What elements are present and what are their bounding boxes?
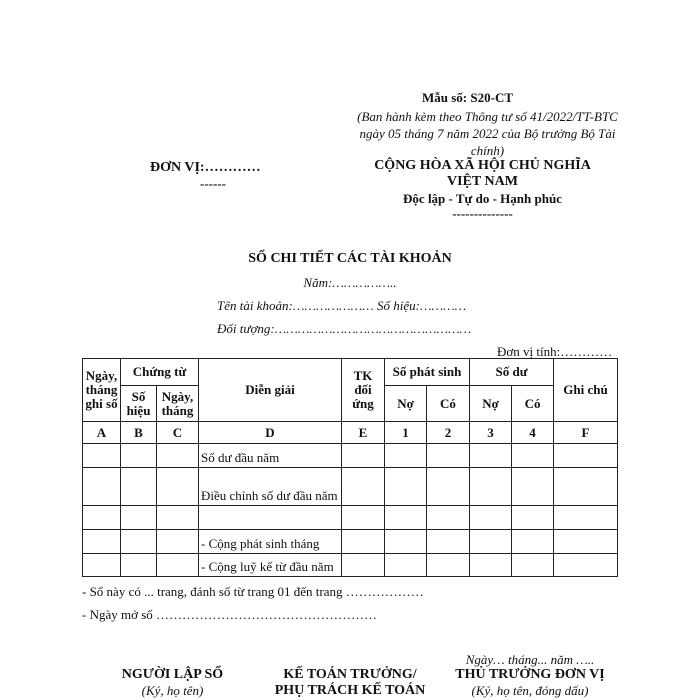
col-debit-balance-header: Nợ	[470, 386, 512, 422]
row-description: Điều chỉnh số dư đầu năm	[199, 468, 342, 506]
col-voucher-header: Chứng từ	[121, 359, 199, 386]
column-letter: C	[157, 422, 199, 444]
year-field: Năm:……………..	[303, 275, 397, 290]
column-letter: 4	[512, 422, 554, 444]
column-letter: 3	[470, 422, 512, 444]
table-row	[83, 530, 618, 554]
col-credit-arising-header: Có	[427, 386, 470, 422]
ledger-title: SỔ CHI TIẾT CÁC TÀI KHOẢN	[248, 251, 452, 266]
row-description: - Cộng phát sinh tháng	[199, 530, 342, 554]
col-voucher-date-header: Ngày, tháng	[157, 386, 199, 422]
col-counter-account-header: TK đối ứng	[342, 359, 385, 422]
col-balance-header: Số dư	[470, 359, 554, 386]
column-letter: D	[199, 422, 342, 444]
motto-divider: --------------	[452, 206, 513, 221]
form-code: Mẫu số: S20-CT	[422, 90, 514, 105]
subject-field: Đối tượng:……………………………………………	[217, 321, 472, 336]
column-letter-row	[83, 422, 618, 444]
row-description	[199, 506, 342, 530]
col-arising-header: Số phát sinh	[385, 359, 470, 386]
column-letter: E	[342, 422, 385, 444]
preparer-signature	[100, 667, 245, 699]
col-voucher-no-header: Số hiệu	[121, 386, 157, 422]
unit-label: ĐƠN VỊ:…………	[150, 160, 261, 175]
head-title: THỦ TRƯỞNG ĐƠN VỊ	[455, 667, 605, 682]
head-note: (Ký, họ tên, đóng dấu)	[471, 683, 589, 698]
table-row	[83, 468, 618, 506]
column-letter: 2	[427, 422, 470, 444]
pages-note: - Sổ này có ... trang, đánh số từ trang 01 đến trang ………………	[82, 584, 424, 599]
issued-note: (Ban hành kèm theo Thông tư số 41/2022/TT-BTC ngày 05 tháng 7 năm 2022 của Bộ trưởng Bộ Tài chính)	[357, 109, 618, 158]
row-description: - Cộng luỹ kế từ đầu năm	[199, 554, 342, 577]
republic-line-2: VIỆT NAM	[447, 174, 518, 189]
accountant-title-line-1: KẾ TOÁN TRƯỞNG/	[283, 667, 417, 682]
motto: Độc lập - Tự do - Hạnh phúc	[403, 191, 562, 206]
col-date-header: Ngày, tháng ghi số	[83, 359, 121, 422]
column-letter: A	[83, 422, 121, 444]
col-debit-arising-header: Nợ	[385, 386, 427, 422]
preparer-note: (Ký, họ tên)	[141, 683, 204, 698]
header-row-1	[83, 359, 618, 386]
accountant-title-line-2: PHỤ TRÁCH KẾ TOÁN	[274, 683, 426, 698]
col-note-header: Ghi chú	[554, 359, 618, 422]
republic-heading	[355, 158, 610, 190]
table-row	[83, 554, 618, 577]
col-description-header: Diễn giải	[199, 359, 342, 422]
column-letter: F	[554, 422, 618, 444]
column-letter: B	[121, 422, 157, 444]
accountant-signature	[255, 667, 445, 699]
republic-line-1: CỘNG HÒA XÃ HỘI CHỦ NGHĨA	[374, 158, 591, 173]
unit-divider: ------	[200, 176, 226, 191]
col-credit-balance-header: Có	[512, 386, 554, 422]
unit-of-calculation: Đơn vị tính:…………	[497, 344, 613, 359]
table-row	[83, 444, 618, 468]
head-signature	[440, 667, 620, 699]
column-letter: 1	[385, 422, 427, 444]
account-field: Tên tài khoản:………………… Số hiệu:…………	[217, 298, 467, 313]
preparer-title: NGƯỜI LẬP SỔ	[121, 667, 224, 682]
ledger-table	[82, 358, 618, 577]
opening-date-note: - Ngày mở sổ ……………………………………………	[82, 607, 378, 622]
row-description: Số dư đầu năm	[199, 444, 342, 468]
table-row	[83, 506, 618, 530]
signature-date: Ngày… tháng... năm …..	[465, 652, 595, 667]
